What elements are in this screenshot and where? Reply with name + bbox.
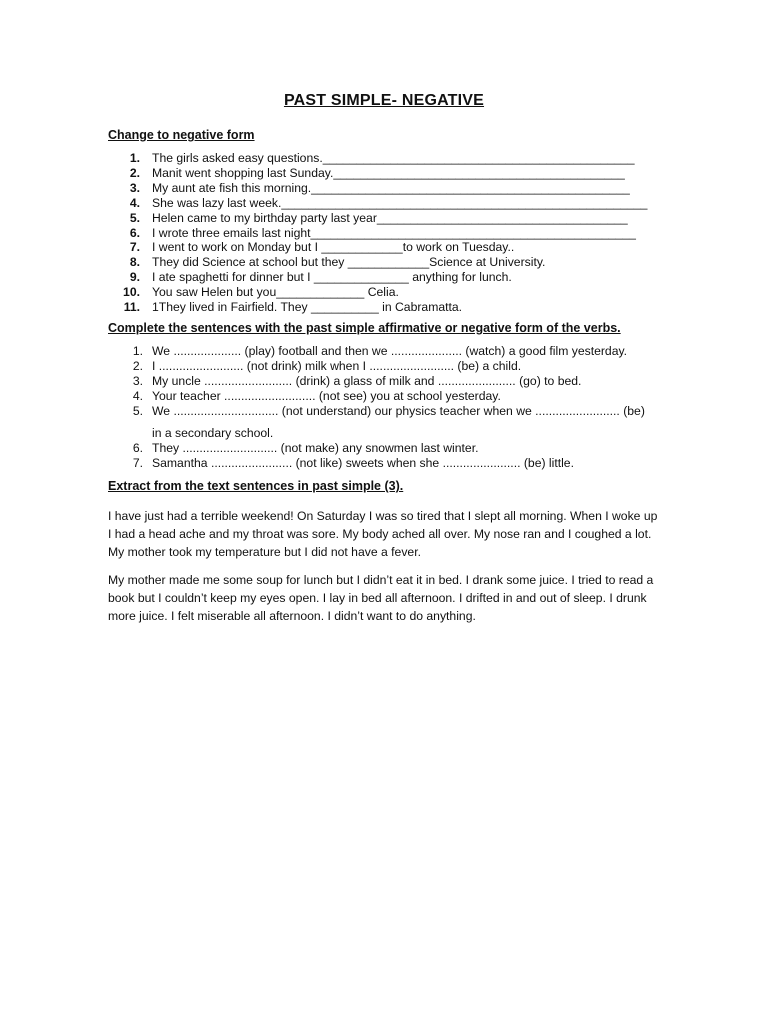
list-item: 2. Manit went shopping last Sunday.___________________________________________ [129,165,625,180]
list-item: 5. Helen came to my birthday party last year_____________________________________ [129,210,628,225]
list-item: 6. I wrote three emails last night________________________________________________ [129,225,636,240]
story-paragraph-1: I have just had a terrible weekend! On Saturday I was so tired that I slept all morning. When I woke up I had a head ache and my throat was sore. My body ached all over. My nose ran and I coughed a lot. My mother took my temperature but I did not have a fever. [108,509,658,559]
list-item: 4. Your teacher ........................... (not see) you at school yesterday. [132,389,501,403]
section-heading-negative-form: Change to negative form [108,128,255,142]
list-item-continuation: in a secondary school. [152,426,274,440]
list-item: 11. 1They lived in Fairfield. They __________ in Cabramatta. [123,300,463,315]
section-heading-extract: Extract from the text sentences in past simple (3). [108,479,404,493]
list-item: 8. They did Science at school but they ____________Science at University. [129,255,546,270]
list-item: 1. We .................... (play) football and then we ..................... (watch) a good film yesterday. [132,344,628,358]
page-title: PAST SIMPLE- NEGATIVE [283,92,485,109]
list-item: 1. The girls asked easy questions.______________________________________________ [129,151,635,165]
list-item: 7. I went to work on Monday but I ____________to work on Tuesday.. [129,240,515,255]
list-item: 10. You saw Helen but you_____________ Celia. [123,285,399,300]
complete-sentences-list [124,344,664,471]
list-item: 2. I ......................... (not drink) milk when I ......................... (be) a child. [132,359,522,373]
list-item: 3. My aunt ate fish this morning._______________________________________________ [129,180,630,195]
section-heading-complete-sentences: Complete the sentences with the past simple affirmative or negative form of the verbs. [108,321,621,335]
list-item: 5. We ............................... (not understand) our physics teacher when we ......................... (be) [132,404,645,418]
list-item: 9. I ate spaghetti for dinner but I ______________ anything for lunch. [129,270,512,285]
negative-form-list [123,151,648,315]
list-item: 3. My uncle .......................... (drink) a glass of milk and ....................... (go) to bed. [132,374,582,388]
list-item: 6. They ............................ (not make) any snowmen last winter. [132,441,479,455]
list-item: 4. She was lazy last week.______________________________________________________ [129,195,648,210]
list-item: 7. Samantha ........................ (not like) sweets when she ....................... (be) little. [132,456,574,470]
story-paragraph-2: My mother made me some soup for lunch but I didn’t eat it in bed. I drank some juice. I tried to read a book but I couldn’t keep my eyes open. I lay in bed all afternoon. I drifted in and out of sleep. I drunk more juice. I felt miserable all afternoon. I didn’t want to do anything. [108,573,654,623]
